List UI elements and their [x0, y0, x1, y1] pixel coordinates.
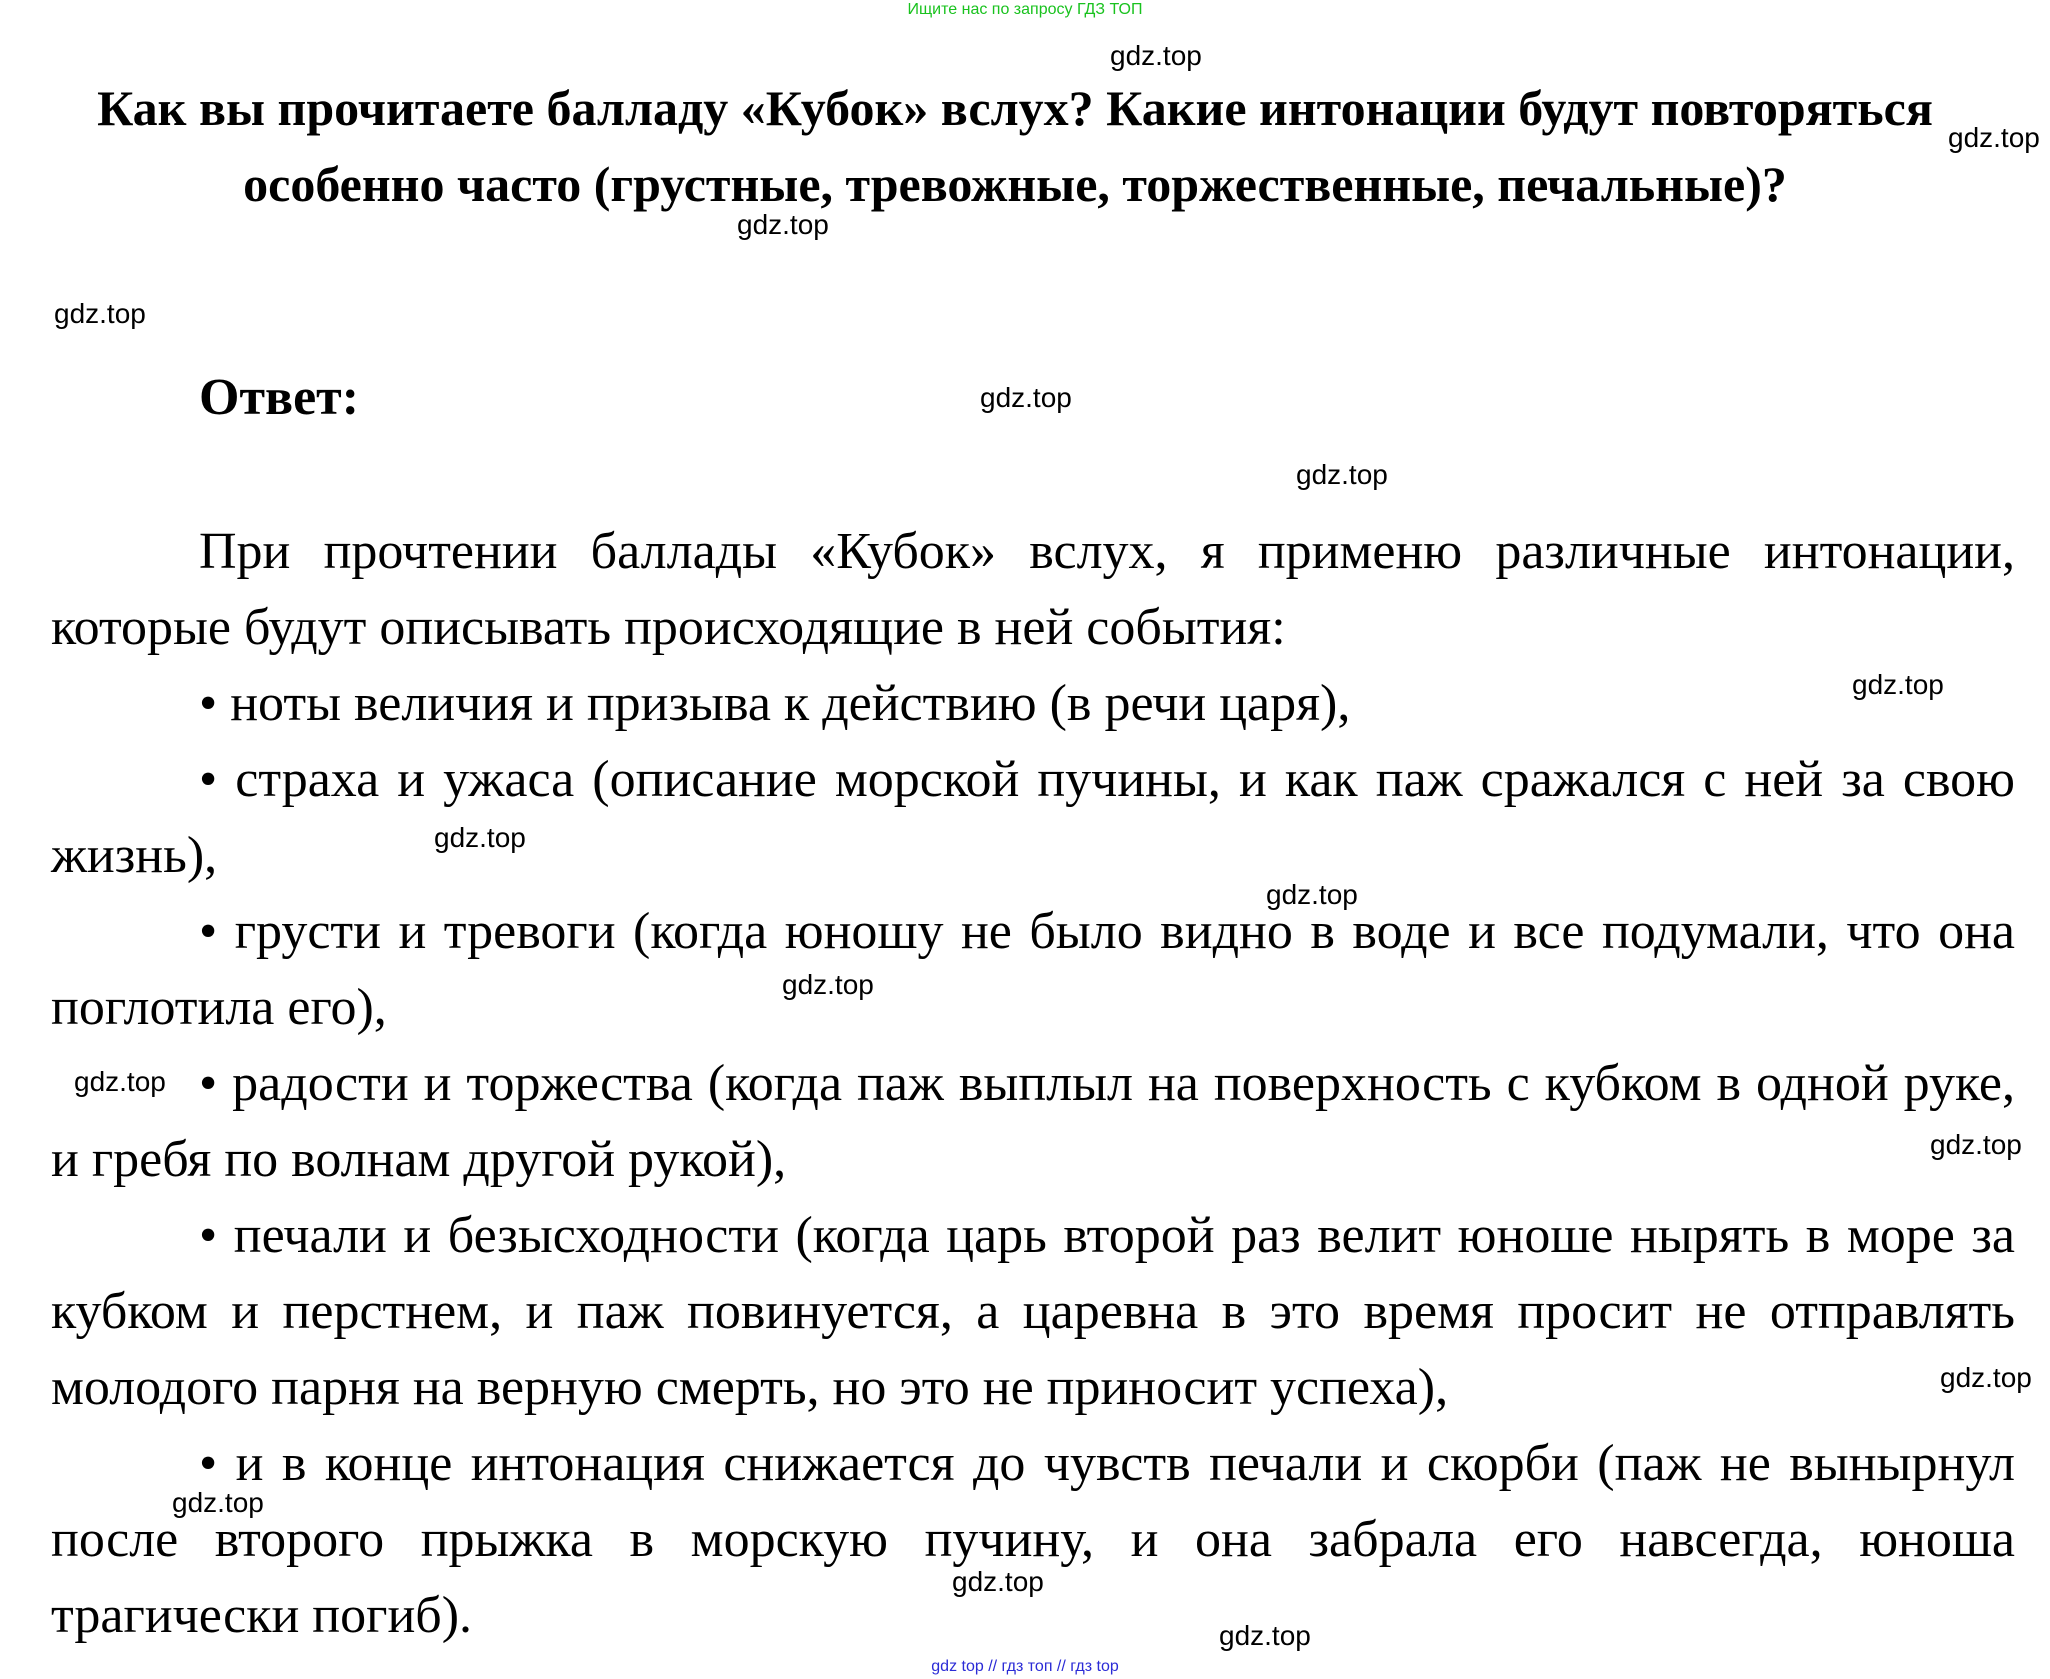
watermark: gdz.top [1110, 40, 1202, 71]
answer-body [51, 514, 2015, 1654]
watermark: gdz.top [782, 969, 874, 1000]
watermark: gdz.top [54, 298, 146, 329]
watermark: gdz.top [1852, 669, 1944, 700]
watermark: gdz.top [434, 822, 526, 853]
question-title: Как вы прочитаете балладу «Кубок» вслух? Какие интонации будут повторяться особенно часто (грустные, тревожные, торжественные, печальные)? [97, 80, 1933, 212]
answer-item: • печали и безысходности (когда царь второй раз велит юноше нырять в море за кубком и перстнем, и паж повинуется, а царевна в это время просит не отправлять молодого парня на верную смерть, но это не приносит успеха), [51, 1207, 2015, 1416]
watermark: gdz.top [980, 382, 1072, 413]
watermark: gdz.top [172, 1487, 264, 1518]
answer-item: • страха и ужаса (описание морской пучины, и как паж сражался с ней за свою жизнь), [51, 751, 2015, 884]
answer-intro: При прочтении баллады «Кубок» вслух, я применю различные интонации, которые будут описывать происходящие в ней события: [51, 523, 2015, 656]
watermark: gdz.top [737, 209, 829, 240]
watermark: gdz.top [1948, 122, 2040, 153]
watermark: gdz.top [952, 1566, 1044, 1597]
watermark: gdz.top [1296, 459, 1388, 490]
watermark: gdz.top [1940, 1362, 2032, 1393]
answer-item: • радости и торжества (когда паж выплыл на поверхность с кубком в одной руке, и гребя по волнам другой рукой), [51, 1055, 2015, 1188]
footer-banner: gdz top // гдз топ // гдз top [931, 1658, 1119, 1675]
search-banner: Ищите нас по запросу ГДЗ ТОП [907, 1, 1143, 18]
answer-item: • грусти и тревоги (когда юношу не было видно в воде и все подумали, что она поглотила его), [51, 903, 2015, 1036]
watermark: gdz.top [1219, 1620, 1311, 1651]
answer-heading: Ответ: [199, 369, 360, 426]
watermark: gdz.top [1266, 879, 1358, 910]
watermark: gdz.top [1930, 1129, 2022, 1160]
answer-item: • и в конце интонация снижается до чувств печали и скорби (паж не вынырнул после второго прыжка в морскую пучину, и она забрала его навсегда, юноша трагически погиб). [51, 1435, 2015, 1644]
answer-item: • ноты величия и призыва к действию (в речи царя), [199, 675, 1351, 732]
watermark: gdz.top [74, 1066, 166, 1097]
